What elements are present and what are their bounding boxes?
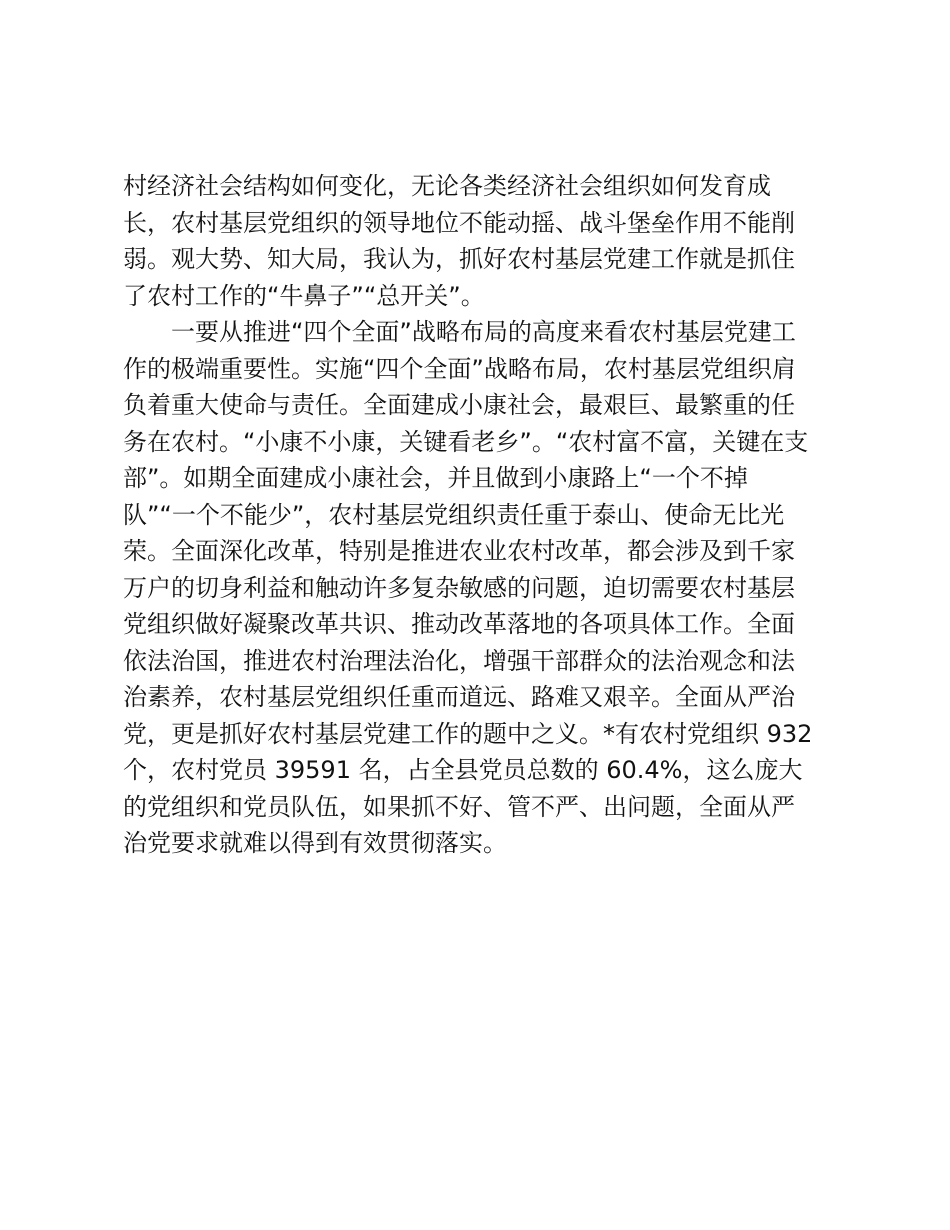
text-line-8: 务在农村。“小康不小康，关键看老乡”。“农村富不富，关键在支 — [123, 427, 809, 456]
text-line-9: 部”。如期全面建成小康社会，并且做到小康路上“一个不掉 — [123, 464, 748, 492]
text-line-14: 依法治国，推进农村治理法治化，增强干部群众的法治观念和法 — [123, 646, 795, 675]
text-line-2: 长，农村基层党组织的领导地位不能动摇、战斗堡垒作用不能削 — [123, 208, 795, 237]
text-line-7: 负着重大使命与责任。全面建成小康社会，最艰巨、最繁重的任 — [123, 391, 795, 419]
text-line-15: 治素养，农村基层党组织任重而道远、路难又艰辛。全面从严治 — [123, 683, 795, 711]
text-line-18: 的党组织和党员队伍，如果抓不好、管不严、出问题，全面从严 — [123, 792, 795, 821]
text-line-17: 个，农村党员 39591 名，占全县党员总数的 60.4%，这么庞大 — [123, 756, 803, 784]
text-line-16: 党，更是抓好农村基层党建工作的题中之义。*有农村党组织 932 — [123, 719, 813, 748]
text-line-10: 队”“一个不能少”，农村基层党组织责任重于泰山、使命无比光 — [123, 500, 785, 529]
text-line-19: 治党要求就难以得到有效贯彻落实。 — [123, 829, 507, 857]
text-line-5: 一要从推进“四个全面”战略布局的高度来看农村基层党建工 — [123, 318, 796, 346]
text-line-6: 作的极端重要性。实施“四个全面”战略布局，农村基层党组织肩 — [123, 354, 796, 383]
text-line-4: 了农村工作的“牛鼻子”“总开关”。 — [123, 281, 485, 310]
text-line-1: 村经济社会结构如何变化，无论各类经济社会组织如何发育成 — [123, 172, 771, 200]
text-line-3: 弱。观大势、知大局，我认为，抓好农村基层党建工作就是抓住 — [123, 245, 795, 273]
text-line-13: 党组织做好凝聚改革共识、推动改革落地的各项具体工作。全面 — [123, 610, 795, 638]
body-text — [123, 168, 843, 862]
text-line-12: 万户的切身利益和触动许多复杂敏感的问题，迫切需要农村基层 — [123, 573, 795, 602]
text-line-11: 荣。全面深化改革，特别是推进农业农村改革，都会涉及到千家 — [123, 537, 795, 565]
